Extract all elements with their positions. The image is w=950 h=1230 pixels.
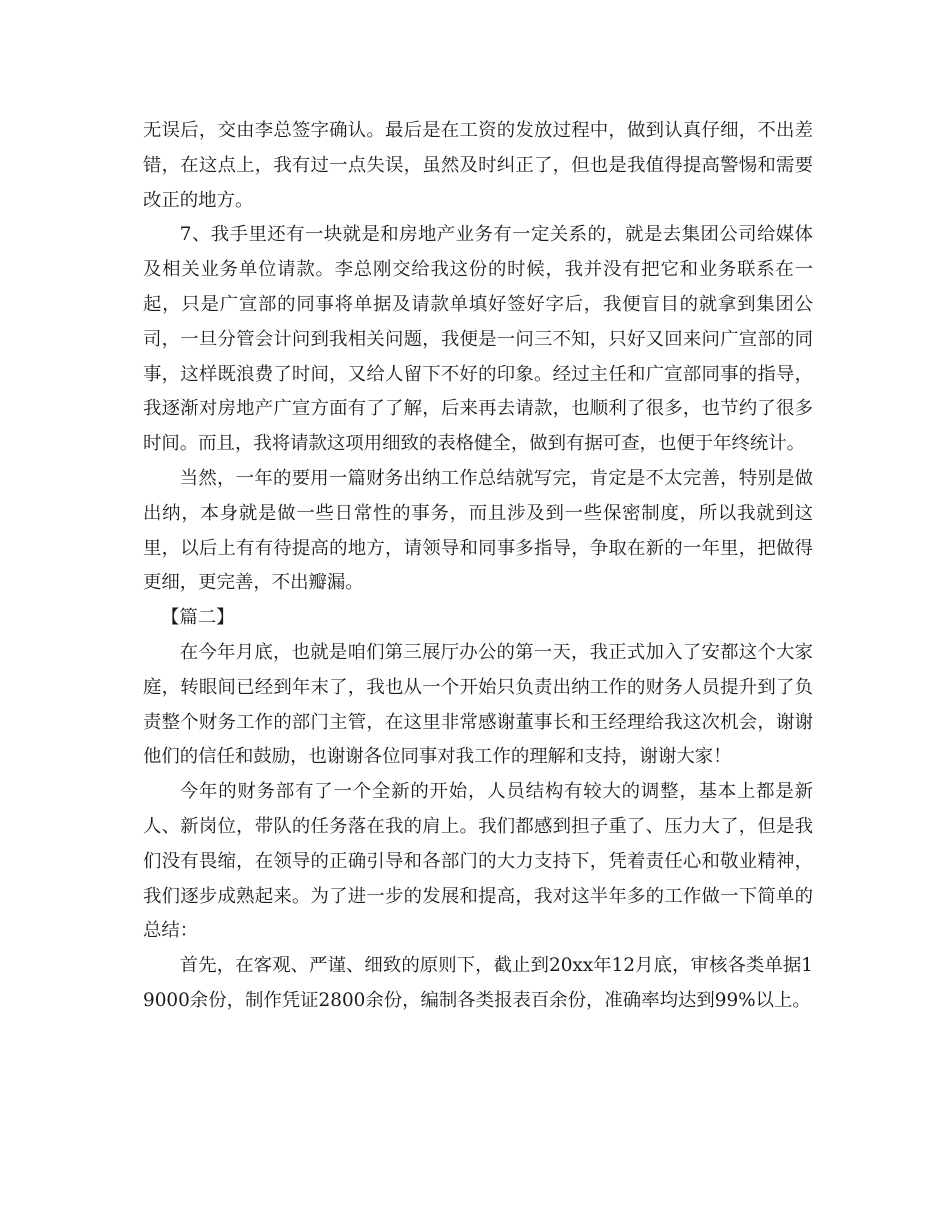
paragraph-conclusion: 当然，一年的要用一篇财务出纳工作总结就写完，肯定是不太完善，特别是做出纳，本身就是做一些日常性的事务，而且涉及到一些保密制度，所以我就到这里，以后上有有待提高的地方，请领导和同事多指导，争取在新的一年里，把做得更细，更完善，不出瓣漏。 (143, 467, 813, 594)
paragraph-salary-review: 无误后，交由李总签字确认。最后是在工资的发放过程中，做到认真仔细，不出差错，在这点上，我有过一点失误，虽然及时纠正了，但也是我值得提高警惕和需要改正的地方。 (143, 120, 813, 211)
section-heading-part-two: 【篇二】 (161, 607, 235, 629)
paragraph-item-7: 7、我手里还有一块就是和房地产业务有一定关系的，就是去集团公司给媒体及相关业务单位请款。李总刚交给我这份的时候，我并没有把它和业务联系在一起，只是广宣部的同事将单据及请款单填好签好字后，我便盲目的就拿到集团公司，一旦分管会计问到我相关问题，我便是一问三不知，只好又回来问广宣部的同事，这样既浪费了时间，又给人留下不好的印象。经过主任和广宣部同事的指导，我逐渐对房地产广宣方面有了了解，后来再去请款，也顺利了很多，也节约了很多时间。而且，我将请款这项用细致的表格健全，做到有据可查，也便于年终统计。 (143, 224, 813, 455)
paragraph-part-two-intro: 在今年月底，也就是咱们第三展厅办公的第一天，我正式加入了安都这个大家庭，转眼间已经到年末了，我也从一个开始只负责出纳工作的财务人员提升到了负责整个财务工作的部门主管，在这里非常感谢董事长和王经理给我这次机会，谢谢他们的信任和鼓励，也谢谢各位同事对我工作的理解和支持，谢谢大家！ (143, 641, 813, 768)
document-body (143, 114, 813, 1019)
paragraph-part-two-statistics: 首先，在客观、严谨、细致的原则下，截止到20xx年12月底，审核各类单据19000余份，制作凭证2800余份，编制各类报表百余份，准确率均达到99%以上。 (143, 955, 813, 1011)
paragraph-part-two-department: 今年的财务部有了一个全新的开始，人员结构有较大的调整，基本上都是新人、新岗位，带队的任务落在我的肩上。我们都感到担子重了、压力大了，但是我们没有畏缩，在领导的正确引导和各部门的大力支持下，凭着责任心和敬业精神，我们逐步成熟起来。为了进一步的发展和提高，我对这半年多的工作做一下简单的总结： (143, 781, 813, 942)
